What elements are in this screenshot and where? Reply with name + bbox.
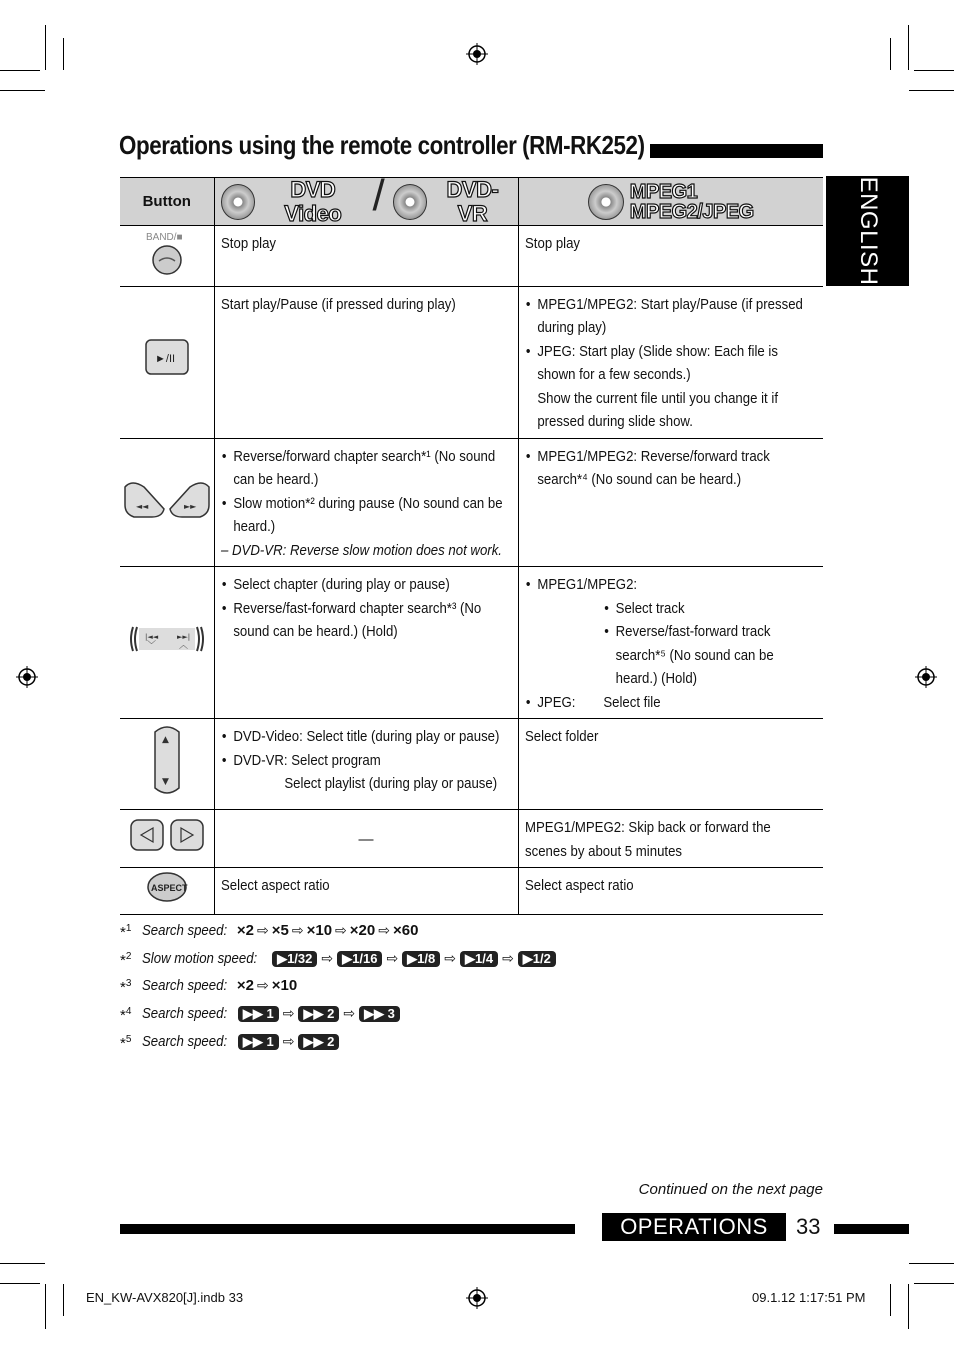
footnote: *$^1$ Search speed: ×2 ⇨ ×5 ⇨ ×10 ⇨ ×20 ⇨ ×60 (120, 922, 419, 941)
button-cell (120, 810, 214, 868)
crop-mark (63, 38, 64, 70)
reverse-forward-buttons-icon (122, 479, 212, 519)
list-item: • Slow motion*² during pause (No sound can be heard.) (233, 492, 510, 539)
mpeg-cell: Stop play (518, 226, 823, 287)
svg-text:►►|: ►►| (176, 632, 190, 641)
list-item: • Reverse/fast-forward track search*⁵ (No sound can be heard.) (Hold) (615, 620, 815, 691)
mpeg-cell (518, 438, 823, 567)
crop-mark (908, 25, 909, 70)
page-title: Operations using the remote controller (RM-RK252) (119, 130, 645, 160)
footnotes (120, 917, 557, 1056)
list-item: • Reverse/fast-forward chapter search*³ (No sound can be heard.) (Hold) (233, 597, 510, 644)
svg-text:︿: ︿ (178, 640, 188, 651)
button-cell (120, 226, 214, 287)
svg-text:▼: ▼ (161, 777, 169, 788)
print-timestamp: 09.1.12 1:17:51 PM (752, 1290, 866, 1305)
list-item: • Reverse/forward chapter search*¹ (No sound can be heard.) (233, 445, 510, 492)
mpeg-cell: Select aspect ratio (518, 868, 823, 915)
table-row (120, 438, 823, 567)
mpeg-cell (518, 286, 823, 438)
header-button: Button (120, 178, 214, 226)
dvd-video-logo: DVD Video (284, 177, 342, 226)
mpeg-cell: Select folder (518, 719, 823, 810)
section-label: OPERATIONS (602, 1213, 786, 1241)
page-number: 33 (796, 1214, 821, 1239)
dvd-cell (214, 438, 518, 567)
list-item: • MPEG1/MPEG2: Reverse/forward track search*⁴ (No sound can be heard.) (537, 445, 816, 492)
svg-text:◄◄: ◄◄ (136, 501, 149, 511)
list-item-extra: Show the current file until you change it if pressed during slide show. (536, 389, 778, 430)
language-tab (826, 176, 909, 286)
crop-mark (0, 1263, 45, 1264)
crop-mark (909, 90, 954, 91)
language-tab-label: ENGLISH (854, 176, 882, 286)
print-file-info: EN_KW-AVX820[J].indb 33 (86, 1290, 244, 1305)
registration-mark-icon (466, 43, 488, 65)
svg-text:►/II: ►/II (154, 353, 175, 366)
footer-bar (120, 1224, 575, 1234)
operations-table (120, 170, 823, 915)
list-item-extra: Select playlist (during play or pause) (283, 775, 497, 792)
crop-mark (45, 1284, 46, 1329)
list-item: • MPEG1/MPEG2: (537, 573, 816, 597)
table-row (120, 719, 823, 810)
crop-mark (890, 1284, 891, 1316)
disc-icon (221, 184, 256, 220)
slash-divider: / (372, 170, 385, 220)
mpeg-cell (518, 567, 823, 719)
mpeg-list (525, 691, 816, 715)
list-item: • DVD-Video: Select title (during play or pause) (233, 725, 510, 749)
svg-text:▲: ▲ (161, 735, 169, 746)
left-right-buttons-icon (129, 818, 205, 852)
dvd-vr-logo: DVD-VR (446, 177, 499, 226)
table-row (120, 286, 823, 438)
mpeg-cell: MPEG1/MPEG2: Skip back or forward the scenes by about 5 minutes (518, 810, 823, 868)
up-down-button-icon (153, 722, 181, 798)
crop-mark (890, 38, 891, 70)
list-item: • MPEG1/MPEG2: Start play/Pause (if pressed during play) (537, 293, 816, 340)
table-row (120, 226, 823, 287)
dvd-cell: Stop play (214, 226, 518, 287)
crop-mark (45, 25, 46, 70)
footnote: *$^4$ Search speed: ▶▶ 1 ⇨ ▶▶ 2 ⇨ ▶▶ 3 (120, 1000, 557, 1028)
skip-buttons-icon (127, 624, 207, 654)
svg-text:►►: ►► (184, 501, 197, 511)
continued-note: Continued on the next page (638, 1181, 823, 1198)
dvd-cell: Select aspect ratio (214, 868, 518, 915)
play-pause-button-icon (144, 338, 190, 378)
list-item: • Select chapter (during play or pause) (233, 573, 510, 597)
registration-mark-icon (466, 1287, 488, 1309)
mpeg2-jpeg-logo: MPEG2/JPEG (629, 200, 754, 223)
crop-mark (914, 1283, 954, 1284)
dvd-cell (214, 567, 518, 719)
table-header-row (120, 178, 823, 226)
crop-mark (0, 70, 40, 71)
crop-mark (0, 1283, 40, 1284)
crop-mark (908, 1284, 909, 1329)
list-item: • Select track (615, 597, 815, 621)
list-item: • JPEG: Select file (537, 691, 816, 715)
table-row (120, 567, 823, 719)
aspect-button-icon (146, 870, 188, 904)
dvd-list (221, 725, 510, 772)
registration-mark-icon (16, 666, 38, 688)
disc-icon (393, 184, 428, 220)
list-item: • DVD-VR: Select program (233, 749, 510, 773)
crop-mark (63, 1284, 64, 1316)
dvd-list (221, 573, 510, 644)
mpeg1-logo: MPEG1 (629, 180, 698, 203)
footer-bar (834, 1224, 909, 1234)
footnote: *$^3$ Search speed: ×2 ⇨ ×10 (120, 977, 298, 997)
table-row (120, 810, 823, 868)
button-cell (120, 719, 214, 810)
band-stop-button-icon (142, 228, 192, 276)
dvd-note: – DVD-VR: Reverse slow motion does not work. (220, 541, 502, 559)
mpeg-sublist (525, 597, 816, 691)
mpeg-list (525, 293, 816, 387)
svg-text:|◄◄: |◄◄ (144, 632, 158, 641)
button-cell (120, 868, 214, 915)
crop-mark (0, 90, 45, 91)
dvd-cell (214, 719, 518, 810)
header-dvd (214, 170, 518, 226)
dvd-list (221, 445, 510, 539)
crop-mark (914, 70, 954, 71)
button-cell (120, 438, 214, 567)
title-bar (650, 144, 823, 158)
svg-text:ASPECT: ASPECT (150, 883, 188, 893)
mpeg-list (525, 445, 816, 492)
dvd-cell: — (214, 810, 518, 868)
footnote: *$^2$ Slow motion speed: ▶︎1/32 ⇨ ▶︎1/16 ⇨ ▶︎1/8 ⇨ ▶︎1/4 ⇨ ▶︎1/2 (120, 945, 557, 973)
registration-mark-icon (915, 666, 937, 688)
footnote: *$^5$ Search speed: ▶▶ 1 ⇨ ▶▶ 2 (120, 1028, 557, 1056)
svg-text:﹀: ﹀ (146, 640, 156, 651)
dvd-cell: Start play/Pause (if pressed during play) (214, 286, 518, 438)
header-mpeg (518, 178, 823, 226)
disc-icon (588, 184, 624, 220)
list-item: • JPEG: Start play (Slide show: Each file is shown for a few seconds.) (537, 340, 816, 387)
crop-mark (909, 1263, 954, 1264)
mpeg-list (525, 573, 816, 597)
button-cell (120, 567, 214, 719)
svg-text:BAND/■: BAND/■ (145, 232, 183, 243)
button-cell (120, 286, 214, 438)
table-row (120, 868, 823, 915)
